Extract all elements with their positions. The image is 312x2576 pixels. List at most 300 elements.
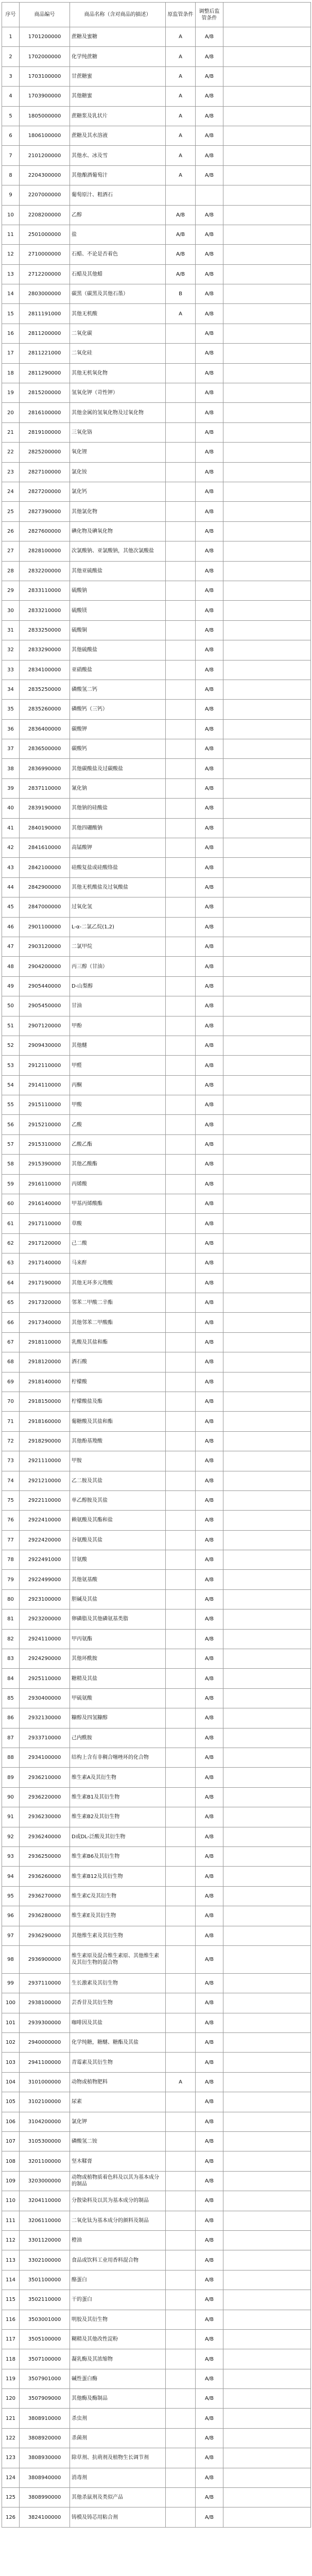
cell-name: 己内酰胺	[70, 1728, 166, 1748]
cell-blank	[223, 185, 311, 205]
cell-seq: 36	[2, 719, 20, 739]
cell-code: 2827200000	[20, 482, 70, 501]
cell-blank	[223, 1313, 311, 1332]
cell-original-condition	[166, 2389, 196, 2409]
cell-name: 氢氧化钾（苛性钾）	[70, 383, 166, 403]
cell-name: 维生素B6及其衍生物	[70, 1846, 166, 1866]
cell-code: 2833210000	[20, 601, 70, 620]
cell-name: 橙油	[70, 2230, 166, 2250]
cell-code: 3301120000	[20, 2230, 70, 2250]
table-row	[2, 799, 311, 818]
cell-blank	[223, 2230, 311, 2250]
cell-code: 2915390000	[20, 1155, 70, 1174]
cell-blank	[223, 1451, 311, 1471]
cell-original-condition	[166, 1155, 196, 1174]
cell-code: 2940000000	[20, 2033, 70, 2053]
cell-adjusted-condition: A/B	[196, 2310, 223, 2329]
cell-blank	[223, 363, 311, 383]
cell-original-condition	[166, 799, 196, 818]
cell-adjusted-condition: A/B	[196, 205, 223, 225]
cell-adjusted-condition: A/B	[196, 1530, 223, 1550]
cell-original-condition	[166, 2428, 196, 2448]
cell-blank	[223, 1768, 311, 1787]
cell-code: 2903120000	[20, 937, 70, 956]
cell-original-condition: A	[166, 106, 196, 126]
cell-original-condition	[166, 443, 196, 462]
cell-seq: 107	[2, 2132, 20, 2151]
table-row	[2, 1550, 311, 1570]
cell-name: 糠醇及四氢糠醇	[70, 1708, 166, 1728]
cell-original-condition	[166, 2151, 196, 2171]
cell-original-condition	[166, 1174, 196, 1194]
cell-original-condition	[166, 521, 196, 541]
cell-code: 3507909000	[20, 2389, 70, 2409]
cell-seq: 83	[2, 1649, 20, 1669]
cell-code: 1703900000	[20, 87, 70, 106]
cell-blank	[223, 126, 311, 145]
cell-name: 消毒剂	[70, 2468, 166, 2487]
table-row	[2, 502, 311, 521]
cell-adjusted-condition: A/B	[196, 165, 223, 185]
table-row	[2, 2033, 311, 2053]
cell-seq: 38	[2, 759, 20, 778]
cell-blank	[223, 2310, 311, 2329]
cell-seq: 69	[2, 1372, 20, 1392]
cell-name: 其他氯化物	[70, 502, 166, 521]
cell-original-condition	[166, 1629, 196, 1649]
table-row	[2, 700, 311, 719]
cell-original-condition	[166, 1511, 196, 1530]
cell-seq: 8	[2, 165, 20, 185]
cell-adjusted-condition: A/B	[196, 1827, 223, 1846]
cell-seq: 114	[2, 2270, 20, 2290]
cell-code: 2934100000	[20, 1748, 70, 1767]
cell-seq: 18	[2, 363, 20, 383]
cell-blank	[223, 245, 311, 264]
cell-name: 其他环酰胺	[70, 1649, 166, 1669]
table-row	[2, 561, 311, 581]
table-header-row	[2, 3, 311, 27]
cell-seq: 99	[2, 1973, 20, 1993]
cell-seq: 11	[2, 225, 20, 244]
table-row	[2, 620, 311, 640]
cell-seq: 100	[2, 1993, 20, 2013]
cell-name: 其他杀鼠剂及类似产品	[70, 2488, 166, 2507]
table-row	[2, 2507, 311, 2527]
cell-code: 2905450000	[20, 996, 70, 1016]
cell-code: 2933710000	[20, 1728, 70, 1748]
table-row	[2, 2290, 311, 2310]
cell-original-condition: A	[166, 27, 196, 47]
table-row	[2, 126, 311, 145]
table-row	[2, 403, 311, 422]
table-row	[2, 462, 311, 482]
table-row	[2, 2151, 311, 2171]
cell-code: 2918120000	[20, 1352, 70, 1372]
table-row	[2, 344, 311, 363]
cell-original-condition	[166, 2468, 196, 2487]
cell-original-condition	[166, 1589, 196, 1609]
cell-adjusted-condition: A/B	[196, 2329, 223, 2349]
table-row	[2, 225, 311, 244]
cell-adjusted-condition: A/B	[196, 1095, 223, 1115]
cell-adjusted-condition: A/B	[196, 1016, 223, 1036]
cell-adjusted-condition: A/B	[196, 1056, 223, 1075]
cell-name: 甲丙氨酯	[70, 1629, 166, 1649]
cell-adjusted-condition: A/B	[196, 2072, 223, 2092]
cell-adjusted-condition: A/B	[196, 2171, 223, 2191]
cell-adjusted-condition: A/B	[196, 778, 223, 798]
cell-code: 1805000000	[20, 106, 70, 126]
table-row	[2, 1886, 311, 1906]
cell-blank	[223, 1214, 311, 1233]
cell-code: 2918150000	[20, 1392, 70, 1411]
cell-code: 2901100000	[20, 917, 70, 937]
table-row	[2, 1807, 311, 1827]
cell-original-condition	[166, 2033, 196, 2053]
cell-seq: 116	[2, 2310, 20, 2329]
cell-adjusted-condition: A/B	[196, 422, 223, 442]
cell-seq: 54	[2, 1075, 20, 1095]
cell-original-condition	[166, 2488, 196, 2507]
cell-seq: 119	[2, 2369, 20, 2388]
cell-original-condition: A	[166, 126, 196, 145]
cell-code: 3105300000	[20, 2132, 70, 2151]
cell-name: 生长激素及其衍生物	[70, 1973, 166, 1993]
table-row	[2, 1768, 311, 1787]
cell-code: 2941100000	[20, 2053, 70, 2072]
cell-adjusted-condition: A/B	[196, 1036, 223, 1055]
cell-seq: 102	[2, 2033, 20, 2053]
table-row	[2, 1431, 311, 1451]
cell-code: 2936240000	[20, 1827, 70, 1846]
cell-adjusted-condition: A/B	[196, 2389, 223, 2409]
cell-blank	[223, 2290, 311, 2310]
cell-code: 2938100000	[20, 1993, 70, 2013]
table-row	[2, 1293, 311, 1313]
cell-seq: 125	[2, 2488, 20, 2507]
cell-name: 碱性蛋白酶	[70, 2369, 166, 2388]
table-row	[2, 1115, 311, 1134]
cell-seq: 56	[2, 1115, 20, 1134]
cell-name: 蔗糖浆及乳状片	[70, 106, 166, 126]
cell-name: 丙烯酸	[70, 1174, 166, 1194]
cell-blank	[223, 1412, 311, 1431]
cell-blank	[223, 1372, 311, 1392]
cell-original-condition	[166, 2250, 196, 2270]
cell-code: 3502110000	[20, 2290, 70, 2310]
cell-name: 甲酚	[70, 1016, 166, 1036]
table-row	[2, 660, 311, 680]
cell-code: 3505100000	[20, 2329, 70, 2349]
cell-adjusted-condition: A/B	[196, 1748, 223, 1767]
cell-blank	[223, 165, 311, 185]
cell-seq: 123	[2, 2448, 20, 2468]
cell-adjusted-condition: A/B	[196, 759, 223, 778]
cell-blank	[223, 324, 311, 343]
cell-blank	[223, 976, 311, 996]
cell-name: 氯化钾	[70, 2112, 166, 2131]
cell-seq: 90	[2, 1787, 20, 1807]
cell-adjusted-condition: A/B	[196, 47, 223, 66]
header-seq: 序号	[2, 3, 20, 27]
cell-adjusted-condition: A/B	[196, 2488, 223, 2507]
cell-seq: 113	[2, 2250, 20, 2270]
cell-code: 2905440000	[20, 976, 70, 996]
cell-adjusted-condition: A/B	[196, 2013, 223, 2032]
cell-blank	[223, 1748, 311, 1767]
cell-original-condition	[166, 2171, 196, 2191]
cell-original-condition	[166, 2369, 196, 2388]
table-row	[2, 185, 311, 205]
cell-original-condition	[166, 2329, 196, 2349]
cell-original-condition	[166, 1233, 196, 1253]
cell-seq: 89	[2, 1768, 20, 1787]
cell-blank	[223, 1174, 311, 1194]
cell-blank	[223, 1392, 311, 1411]
cell-adjusted-condition: A/B	[196, 1669, 223, 1688]
cell-adjusted-condition: A/B	[196, 2211, 223, 2230]
table-row	[2, 2112, 311, 2131]
table-row	[2, 1372, 311, 1392]
cell-original-condition	[166, 1451, 196, 1471]
cell-blank	[223, 561, 311, 581]
cell-original-condition	[166, 700, 196, 719]
cell-name: 葡糖酸及其盐和酯	[70, 1412, 166, 1431]
cell-name: 蔗糖及蜜糖	[70, 27, 166, 47]
table-row	[2, 838, 311, 858]
cell-code: 2918110000	[20, 1332, 70, 1352]
table-row	[2, 1649, 311, 1669]
table-row	[2, 1412, 311, 1431]
table-row	[2, 1214, 311, 1233]
cell-original-condition	[166, 1530, 196, 1550]
table-row	[2, 778, 311, 798]
cell-original-condition	[166, 1748, 196, 1767]
cell-seq: 40	[2, 799, 20, 818]
cell-name: 马来酐	[70, 1253, 166, 1273]
cell-code: 2847000000	[20, 897, 70, 917]
cell-blank	[223, 2488, 311, 2507]
cell-adjusted-condition: A/B	[196, 1846, 223, 1866]
cell-name: 维生素E及其衍生物	[70, 1906, 166, 1926]
cell-name: 硅酸复盐或硅酸络盐	[70, 858, 166, 877]
cell-code: 2208200000	[20, 205, 70, 225]
table-row	[2, 1233, 311, 1253]
cell-code: 3808940000	[20, 2468, 70, 2487]
table-row	[2, 2389, 311, 2409]
cell-name: 其他无机酸	[70, 304, 166, 324]
cell-adjusted-condition: A/B	[196, 245, 223, 264]
table-row	[2, 1253, 311, 1273]
cell-name: D-山梨醇	[70, 976, 166, 996]
cell-name: 丙三醇（甘油）	[70, 957, 166, 976]
cell-seq: 87	[2, 1728, 20, 1748]
cell-original-condition	[166, 2448, 196, 2468]
cell-name: 乙二胺及其盐	[70, 1471, 166, 1490]
cell-original-condition: A	[166, 87, 196, 106]
cell-adjusted-condition: A/B	[196, 2468, 223, 2487]
cell-code: 3206110000	[20, 2211, 70, 2230]
cell-original-condition	[166, 917, 196, 937]
cell-adjusted-condition: A/B	[196, 2349, 223, 2369]
cell-adjusted-condition: A/B	[196, 1728, 223, 1748]
cell-name: 碳黑（碳黑及其他石墨）	[70, 284, 166, 304]
table-row	[2, 858, 311, 877]
table-body	[2, 27, 311, 2528]
cell-code: 3302100000	[20, 2250, 70, 2270]
cell-name: D或DL-泛酸及其衍生物	[70, 1827, 166, 1846]
cell-original-condition	[166, 1807, 196, 1827]
cell-original-condition	[166, 502, 196, 521]
cell-seq: 85	[2, 1688, 20, 1708]
cell-seq: 44	[2, 877, 20, 897]
cell-name: 二氧化碳	[70, 324, 166, 343]
table-row	[2, 2448, 311, 2468]
table-row	[2, 1708, 311, 1728]
cell-adjusted-condition: A/B	[196, 1332, 223, 1352]
cell-adjusted-condition: A/B	[196, 521, 223, 541]
table-row	[2, 818, 311, 838]
cell-adjusted-condition: A/B	[196, 1807, 223, 1827]
cell-adjusted-condition: A/B	[196, 1589, 223, 1609]
cell-blank	[223, 858, 311, 877]
cell-seq: 12	[2, 245, 20, 264]
cell-code: 2917340000	[20, 1313, 70, 1332]
cell-code: 3824100000	[20, 2507, 70, 2527]
cell-blank	[223, 1036, 311, 1055]
cell-blank	[223, 1490, 311, 1510]
cell-name: 维生素B1及其衍生物	[70, 1787, 166, 1807]
cell-name: 氯化钙	[70, 482, 166, 501]
cell-blank	[223, 2072, 311, 2092]
cell-seq: 109	[2, 2171, 20, 2191]
cell-seq: 106	[2, 2112, 20, 2131]
cell-seq: 105	[2, 2092, 20, 2112]
cell-code: 2909430000	[20, 1036, 70, 1055]
cell-blank	[223, 2448, 311, 2468]
cell-name: 乙酸乙酯	[70, 1134, 166, 1154]
cell-name: 甲基丙烯酸酯	[70, 1194, 166, 1214]
cell-original-condition	[166, 739, 196, 759]
cell-seq: 43	[2, 858, 20, 877]
cell-code: 2936900000	[20, 1945, 70, 1973]
cell-adjusted-condition: A/B	[196, 87, 223, 106]
cell-original-condition	[166, 2507, 196, 2527]
commodity-table	[2, 2, 311, 2528]
cell-blank	[223, 422, 311, 442]
cell-code: 2915210000	[20, 1115, 70, 1134]
table-row	[2, 1827, 311, 1846]
table-row	[2, 1490, 311, 1510]
cell-name: 结构上含有非稠合噻唑环的化合物	[70, 1748, 166, 1767]
cell-name: 化学纯蔗糖	[70, 47, 166, 66]
cell-code: 1703100000	[20, 66, 70, 86]
cell-original-condition	[166, 1273, 196, 1293]
cell-seq: 72	[2, 1431, 20, 1451]
cell-name: 碳酸钙	[70, 739, 166, 759]
cell-name: 其他碳酸盐及过碳酸盐	[70, 759, 166, 778]
cell-name: 乙酸	[70, 1115, 166, 1134]
cell-name: 甲胺	[70, 1451, 166, 1471]
cell-code: 2925110000	[20, 1669, 70, 1688]
cell-code: 2916110000	[20, 1174, 70, 1194]
cell-original-condition	[166, 1570, 196, 1589]
cell-code: 2835260000	[20, 700, 70, 719]
table-row	[2, 284, 311, 304]
table-row	[2, 2409, 311, 2428]
cell-blank	[223, 205, 311, 225]
cell-code: 2936230000	[20, 1807, 70, 1827]
cell-code: 2803000000	[20, 284, 70, 304]
cell-code: 2917320000	[20, 1293, 70, 1313]
cell-name: 谷氨酸及其盐	[70, 1530, 166, 1550]
cell-name: 碳酸钾	[70, 719, 166, 739]
cell-original-condition	[166, 422, 196, 442]
cell-code: 2918140000	[20, 1372, 70, 1392]
cell-original-condition	[166, 2349, 196, 2369]
table-row	[2, 957, 311, 976]
cell-adjusted-condition: A/B	[196, 1431, 223, 1451]
cell-blank	[223, 2053, 311, 2072]
cell-code: 2936260000	[20, 1867, 70, 1886]
cell-original-condition	[166, 1352, 196, 1372]
cell-code: 2922420000	[20, 1530, 70, 1550]
table-row	[2, 917, 311, 937]
table-row	[2, 2488, 311, 2507]
cell-code: 3201100000	[20, 2151, 70, 2171]
cell-name: 其他四硼酸钠	[70, 818, 166, 838]
cell-seq: 112	[2, 2230, 20, 2250]
cell-blank	[223, 2507, 311, 2527]
cell-seq: 115	[2, 2290, 20, 2310]
cell-blank	[223, 264, 311, 284]
cell-original-condition	[166, 620, 196, 640]
cell-blank	[223, 719, 311, 739]
cell-name: 碘化物及碘氧化物	[70, 521, 166, 541]
cell-code: 2811200000	[20, 324, 70, 343]
cell-blank	[223, 284, 311, 304]
cell-blank	[223, 1471, 311, 1490]
cell-name: 卵磷脂及其他磷氨基类脂	[70, 1609, 166, 1629]
cell-seq: 108	[2, 2151, 20, 2171]
cell-code: 3104200000	[20, 2112, 70, 2131]
cell-name: 己二酸	[70, 1233, 166, 1253]
cell-original-condition	[166, 957, 196, 976]
cell-adjusted-condition: A/B	[196, 146, 223, 165]
cell-seq: 51	[2, 1016, 20, 1036]
cell-original-condition	[166, 1688, 196, 1708]
cell-name: 化学纯糖，糖醚、糖酯及其盐	[70, 2033, 166, 2053]
cell-blank	[223, 2033, 311, 2053]
cell-original-condition	[166, 344, 196, 363]
table-row	[2, 1669, 311, 1688]
cell-original-condition	[166, 719, 196, 739]
cell-blank	[223, 601, 311, 620]
cell-original-condition	[166, 1926, 196, 1945]
cell-adjusted-condition: A/B	[196, 620, 223, 640]
cell-blank	[223, 2211, 311, 2230]
cell-name: 磷酸氢二钙	[70, 680, 166, 699]
cell-original-condition	[166, 2290, 196, 2310]
cell-name: 其他金属的氢氧化物及过氧化物	[70, 403, 166, 422]
cell-adjusted-condition: A/B	[196, 660, 223, 680]
cell-seq: 91	[2, 1807, 20, 1827]
cell-name: 干的蛋白	[70, 2290, 166, 2310]
cell-name: 盐	[70, 225, 166, 244]
cell-adjusted-condition: A/B	[196, 818, 223, 838]
cell-seq: 126	[2, 2507, 20, 2527]
